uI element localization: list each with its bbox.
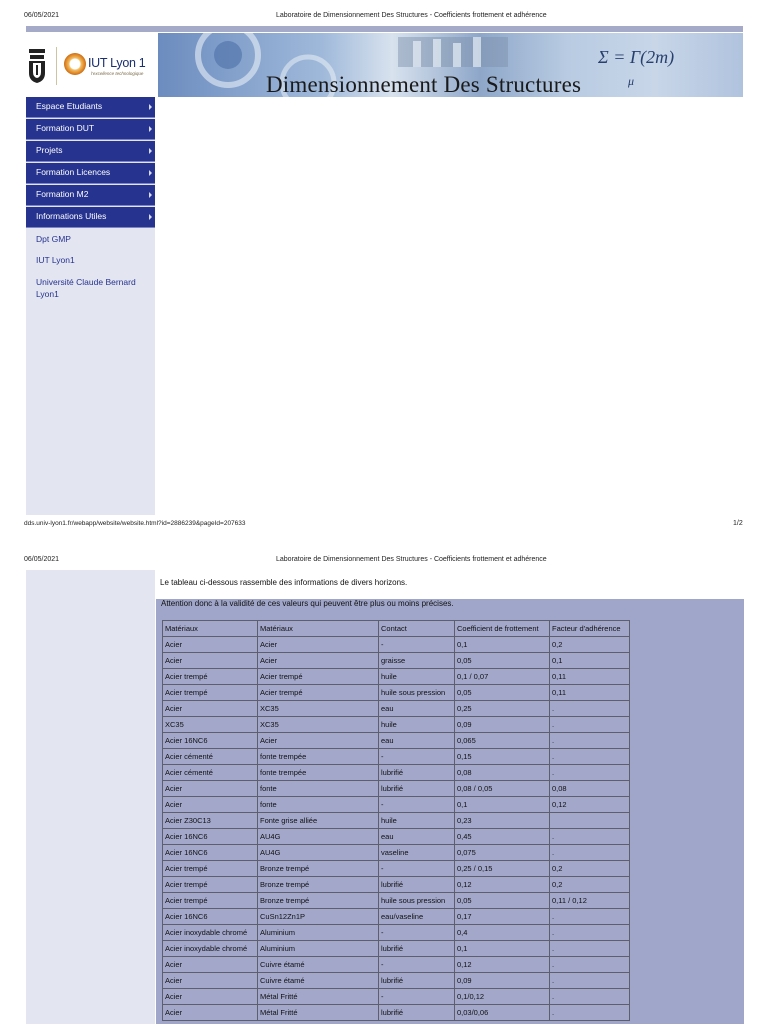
table-cell: AU4G xyxy=(258,845,379,861)
table-row xyxy=(163,925,630,941)
table-row xyxy=(163,717,630,733)
table-cell: . xyxy=(550,749,630,765)
table-cell: CuSn12Zn1P xyxy=(258,909,379,925)
table-cell: lubrifié xyxy=(379,765,455,781)
table-cell: 0,12 xyxy=(455,957,550,973)
table-header-row xyxy=(163,621,630,637)
table-header-cell: Coefficient de frottement xyxy=(455,621,550,637)
banner-image xyxy=(158,33,743,97)
table-cell: 0,09 xyxy=(455,973,550,989)
table-cell: Cuivre étamé xyxy=(258,957,379,973)
attention-text: Attention donc à la validité de ces valeurs qui peuvent être plus ou moins précises. xyxy=(161,599,454,608)
table-cell: 0,25 xyxy=(455,701,550,717)
nav-item-formation-dut[interactable] xyxy=(26,119,155,140)
table-row xyxy=(163,989,630,1005)
table-cell: . xyxy=(550,957,630,973)
table-cell: Acier trempé xyxy=(163,877,258,893)
sidebar-page2 xyxy=(26,570,155,1024)
table-cell: Aluminium xyxy=(258,925,379,941)
table-cell: 0,11 xyxy=(550,669,630,685)
table-row xyxy=(163,653,630,669)
banner-title: Dimensionnement Des Structures xyxy=(266,72,582,97)
table-row xyxy=(163,941,630,957)
table-cell: 0,2 xyxy=(550,637,630,653)
table-cell: 0,1 xyxy=(455,797,550,813)
table-cell: Aluminium xyxy=(258,941,379,957)
logo-area[interactable] xyxy=(26,33,158,97)
print-title: Laboratoire de Dimensionnement Des Structures - Coefficients frottement et adhérence xyxy=(276,12,547,19)
table-cell: Bronze trempé xyxy=(258,893,379,909)
table-cell: 0,1 / 0,07 xyxy=(455,669,550,685)
table-cell: vaseline xyxy=(379,845,455,861)
table-row xyxy=(163,797,630,813)
chevron-right-icon xyxy=(149,104,152,110)
table-header-cell: Contact xyxy=(379,621,455,637)
site-banner xyxy=(26,33,743,97)
table-cell: Acier trempé xyxy=(163,669,258,685)
table-row xyxy=(163,893,630,909)
nav-item-label: Projets xyxy=(36,145,63,155)
table-cell: huile xyxy=(379,669,455,685)
table-cell: fonte trempée xyxy=(258,765,379,781)
table-row xyxy=(163,973,630,989)
table-header-cell: Matériaux xyxy=(258,621,379,637)
print-date-page2: 06/05/2021 xyxy=(24,556,60,563)
table-cell: Cuivre étamé xyxy=(258,973,379,989)
table-cell: 0,05 xyxy=(455,653,550,669)
table-cell: . xyxy=(550,925,630,941)
table-cell: Acier trempé xyxy=(163,861,258,877)
table-cell: Acier xyxy=(163,653,258,669)
table-cell: Acier trempé xyxy=(258,685,379,701)
table-cell: Acier 16NC6 xyxy=(163,733,258,749)
table-cell: . xyxy=(550,717,630,733)
table-cell: Acier xyxy=(163,1005,258,1021)
table-cell: lubrifié xyxy=(379,941,455,957)
chevron-right-icon xyxy=(149,214,152,220)
table-cell: Acier xyxy=(163,797,258,813)
table-row xyxy=(163,813,630,829)
table-row xyxy=(163,909,630,925)
table-cell: . xyxy=(550,973,630,989)
table-cell: Acier xyxy=(163,973,258,989)
table-cell: Métal Fritté xyxy=(258,989,379,1005)
nav-item-formation-m2[interactable] xyxy=(26,185,155,206)
chevron-right-icon xyxy=(149,192,152,198)
table-cell: Métal Fritté xyxy=(258,1005,379,1021)
intro-text: Le tableau ci-dessous rassemble des informations de divers horizons. xyxy=(160,578,408,587)
table-cell: Acier cémenté xyxy=(163,749,258,765)
table-cell: 0,23 xyxy=(455,813,550,829)
print-title-page2: Laboratoire de Dimensionnement Des Structures - Coefficients frottement et adhérence xyxy=(276,556,547,563)
table-cell: 0,12 xyxy=(550,797,630,813)
table-cell: Acier trempé xyxy=(163,893,258,909)
table-cell: - xyxy=(379,989,455,1005)
table-cell: - xyxy=(379,637,455,653)
table-cell: Acier inoxydable chromé xyxy=(163,941,258,957)
table-cell: . xyxy=(550,1005,630,1021)
table-cell: . xyxy=(550,845,630,861)
table-cell: eau xyxy=(379,701,455,717)
table-cell: 0,17 xyxy=(455,909,550,925)
table-cell: 0,2 xyxy=(550,877,630,893)
table-cell: Acier xyxy=(163,989,258,1005)
svg-text:Σ = Γ(2m): Σ = Γ(2m) xyxy=(598,47,675,67)
table-cell: Acier xyxy=(258,733,379,749)
table-cell: XC35 xyxy=(258,701,379,717)
table-cell: huile sous pression xyxy=(379,893,455,909)
svg-text:μ: μ xyxy=(628,74,635,88)
table-cell: Bronze trempé xyxy=(258,861,379,877)
table-cell: Acier 16NC6 xyxy=(163,909,258,925)
table-cell: Fonte grise alliée xyxy=(258,813,379,829)
table-cell: 0,2 xyxy=(550,861,630,877)
link-ucbl[interactable]: Université Claude Bernard Lyon1 xyxy=(36,277,136,299)
table-cell: Acier trempé xyxy=(163,685,258,701)
table-cell: XC35 xyxy=(258,717,379,733)
table-cell: Acier Z30C13 xyxy=(163,813,258,829)
print-date: 06/05/2021 xyxy=(24,12,60,19)
table-cell: 0,08 xyxy=(455,765,550,781)
table-row xyxy=(163,781,630,797)
top-bar xyxy=(26,26,743,32)
chevron-right-icon xyxy=(149,170,152,176)
table-header-cell: Facteur d'adhérence xyxy=(550,621,630,637)
print-url: dds.univ-lyon1.fr/webapp/website/website.html?id=2886239&pageId=207633 xyxy=(24,520,246,527)
table-row xyxy=(163,685,630,701)
table-cell: 0,05 xyxy=(455,893,550,909)
table-cell: lubrifié xyxy=(379,1005,455,1021)
table-cell: 0,11 xyxy=(550,685,630,701)
table-cell: . xyxy=(550,941,630,957)
table-row xyxy=(163,829,630,845)
table-cell: Acier inoxydable chromé xyxy=(163,925,258,941)
table-cell: . xyxy=(550,701,630,717)
table-cell: XC35 xyxy=(163,717,258,733)
sidebar xyxy=(26,97,155,515)
nav-item-informations-utiles[interactable] xyxy=(26,207,155,228)
chevron-right-icon xyxy=(149,126,152,132)
table-cell: . xyxy=(550,765,630,781)
table-cell: 0,08 / 0,05 xyxy=(455,781,550,797)
nav-item-label: Formation Licences xyxy=(36,167,111,177)
logo-separator xyxy=(56,47,57,85)
table-cell: huile xyxy=(379,813,455,829)
table-cell: huile sous pression xyxy=(379,685,455,701)
table-cell: 0,05 xyxy=(455,685,550,701)
table-cell: - xyxy=(379,797,455,813)
table-cell: . xyxy=(550,733,630,749)
nav-item-label: Formation M2 xyxy=(36,189,89,199)
table-cell: 0,075 xyxy=(455,845,550,861)
table-cell: - xyxy=(379,957,455,973)
table-cell: - xyxy=(379,861,455,877)
table-cell: . xyxy=(550,909,630,925)
nav-item-label: Formation DUT xyxy=(36,123,95,133)
table-cell: fonte trempée xyxy=(258,749,379,765)
table-cell: lubrifié xyxy=(379,781,455,797)
nav-item-label: Informations Utiles xyxy=(36,211,107,221)
table-cell: eau/vaseline xyxy=(379,909,455,925)
table-cell: graisse xyxy=(379,653,455,669)
table-header-cell: Matériaux xyxy=(163,621,258,637)
table-cell: lubrifié xyxy=(379,877,455,893)
table-row xyxy=(163,701,630,717)
link-dpt-gmp[interactable]: Dpt GMP xyxy=(36,234,71,244)
table-cell: Acier xyxy=(258,653,379,669)
table-cell: Acier xyxy=(258,637,379,653)
table-cell: 0,03/0,06 xyxy=(455,1005,550,1021)
table-cell: Acier 16NC6 xyxy=(163,829,258,845)
table-cell: huile xyxy=(379,717,455,733)
table-cell: 0,4 xyxy=(455,925,550,941)
table-cell: 0,1 xyxy=(455,637,550,653)
table-cell: fonte xyxy=(258,781,379,797)
table-row xyxy=(163,861,630,877)
table-cell: eau xyxy=(379,829,455,845)
table-cell: Acier cémenté xyxy=(163,765,258,781)
table-row xyxy=(163,845,630,861)
table-cell: 0,11 / 0,12 xyxy=(550,893,630,909)
table-cell: - xyxy=(379,925,455,941)
table-cell: Acier xyxy=(163,701,258,717)
nav-item-formation-licences[interactable] xyxy=(26,163,155,184)
table-cell: 0,08 xyxy=(550,781,630,797)
table-cell: Acier xyxy=(163,637,258,653)
table-cell: Acier trempé xyxy=(258,669,379,685)
table-cell: 0,12 xyxy=(455,877,550,893)
table-cell: 0,1 xyxy=(455,941,550,957)
table-row xyxy=(163,957,630,973)
iut-logo-icon xyxy=(64,53,86,75)
table-cell: 0,1 xyxy=(550,653,630,669)
nav-item-espace-etudiants[interactable] xyxy=(26,97,155,118)
table-row xyxy=(163,733,630,749)
chevron-right-icon xyxy=(149,148,152,154)
nav-item-label: Espace Etudiants xyxy=(36,101,103,111)
logo-text: IUT Lyon 1 xyxy=(88,56,146,70)
table-cell: . xyxy=(550,989,630,1005)
table-cell: 0,15 xyxy=(455,749,550,765)
table-row xyxy=(163,749,630,765)
table-cell: AU4G xyxy=(258,829,379,845)
table-cell: fonte xyxy=(258,797,379,813)
university-shield-icon xyxy=(28,49,46,83)
table-cell: 0,09 xyxy=(455,717,550,733)
table-cell: lubrifié xyxy=(379,973,455,989)
table-cell: . xyxy=(550,829,630,845)
nav-item-projets[interactable] xyxy=(26,141,155,162)
table-row xyxy=(163,637,630,653)
table-cell xyxy=(550,813,630,829)
table-row xyxy=(163,669,630,685)
logo-subtitle: l'excellence technologique xyxy=(91,71,144,76)
table-cell: 0,25 / 0,15 xyxy=(455,861,550,877)
table-cell: Bronze trempé xyxy=(258,877,379,893)
print-page-number: 1/2 xyxy=(733,520,743,527)
table-row xyxy=(163,765,630,781)
table-cell: 0,1/0,12 xyxy=(455,989,550,1005)
friction-table xyxy=(162,620,630,1021)
table-cell: Acier 16NC6 xyxy=(163,845,258,861)
table-cell: Acier xyxy=(163,957,258,973)
table-cell: - xyxy=(379,749,455,765)
table-cell: 0,45 xyxy=(455,829,550,845)
table-row xyxy=(163,1005,630,1021)
table-cell: Acier xyxy=(163,781,258,797)
table-row xyxy=(163,877,630,893)
table-cell: eau xyxy=(379,733,455,749)
link-iut-lyon1[interactable]: IUT Lyon1 xyxy=(36,255,75,265)
table-cell: 0,065 xyxy=(455,733,550,749)
